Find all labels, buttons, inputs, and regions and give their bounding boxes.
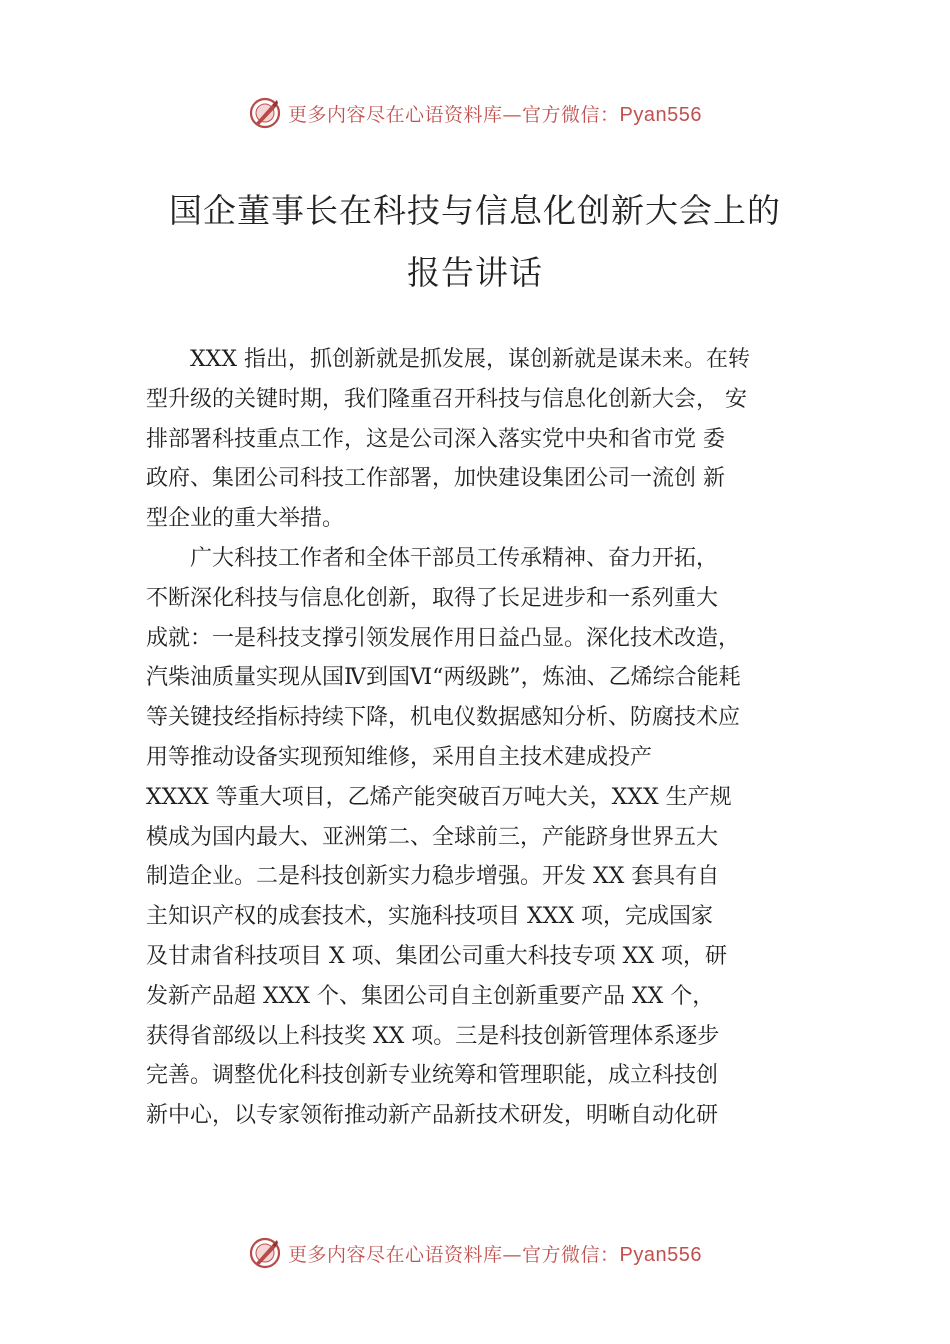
quill-seal-icon <box>248 96 282 130</box>
text-line: 成就：一是科技支撑引领发展作用日益凸显。深化技术改造， <box>146 625 741 651</box>
title-line-1: 国企董事长在科技与信息化创新大会上的 <box>169 191 781 230</box>
text-line: 型企业的重大举措。 <box>146 506 345 532</box>
header-watermark-banner <box>0 93 950 133</box>
text-line: 广大科技工作者和全体干部员工传承精神、奋力开拓， <box>146 545 719 571</box>
text-line: XXXX 等重大项目，乙烯产能突破百万吨大关，XXX 生产规 <box>146 784 732 810</box>
text-line: 制造企业。二是科技创新实力稳步增强。开发 XX 套具有自 <box>146 864 720 890</box>
document-body <box>146 340 810 1136</box>
text-line: 新中心，以专家领衔推动新产品新技术研发，明晰自动化研 <box>146 1103 719 1129</box>
quill-seal-icon <box>248 1236 282 1270</box>
text-line: 政府、集团公司科技工作部署，加快建设集团公司一流创 新 <box>146 466 725 492</box>
text-line: 主知识产权的成套技术，实施科技项目 XXX 项，完成国家 <box>146 904 713 930</box>
text-line: 完善。调整优化科技创新专业统筹和管理职能，成立科技创 <box>146 1063 719 1089</box>
title-line-2: 报告讲话 <box>407 253 543 292</box>
text-line: 及甘肃省科技项目 X 项、集团公司重大科技专项 XX 项，研 <box>146 943 727 969</box>
watermark-text: 更多内容尽在心语资料库—官方微信：Pyan556 <box>288 103 702 126</box>
text-line: 型升级的关键时期，我们隆重召开科技与信息化创新大会， 安 <box>146 386 747 412</box>
paragraph-2 <box>146 539 810 1136</box>
text-line: 汽柴油质量实现从国Ⅳ到国Ⅵ“两级跳”，炼油、乙烯综合能耗 <box>146 665 741 691</box>
wechat-id: Pyan556 <box>619 1243 702 1266</box>
wechat-id: Pyan556 <box>619 103 702 126</box>
footer-watermark-banner <box>0 1233 950 1273</box>
text-line: 不断深化科技与信息化创新，取得了长足进步和一系列重大 <box>146 585 719 611</box>
document-title <box>0 180 950 304</box>
text-line: 获得省部级以上科技奖 XX 项。三是科技创新管理体系逐步 <box>146 1023 720 1049</box>
watermark-text: 更多内容尽在心语资料库—官方微信：Pyan556 <box>288 1243 702 1266</box>
text-line: 发新产品超 XXX 个、集团公司自主创新重要产品 XX 个， <box>146 983 715 1009</box>
text-line: XXX 指出，抓创新就是抓发展，谋创新就是谋未来。在转 <box>146 347 750 372</box>
text-line: 模成为国内最大、亚洲第二、全球前三，产能跻身世界五大 <box>146 824 719 850</box>
text-line: 排部署科技重点工作，这是公司深入落实党中央和省市党 委 <box>146 426 725 452</box>
text-line: 等关键技经指标持续下降，机电仪数据感知分析、防腐技术应 <box>146 705 741 731</box>
text-line: 用等推动设备实现预知维修，采用自主技术建成投产 <box>146 744 653 770</box>
paragraph-1 <box>146 340 810 539</box>
